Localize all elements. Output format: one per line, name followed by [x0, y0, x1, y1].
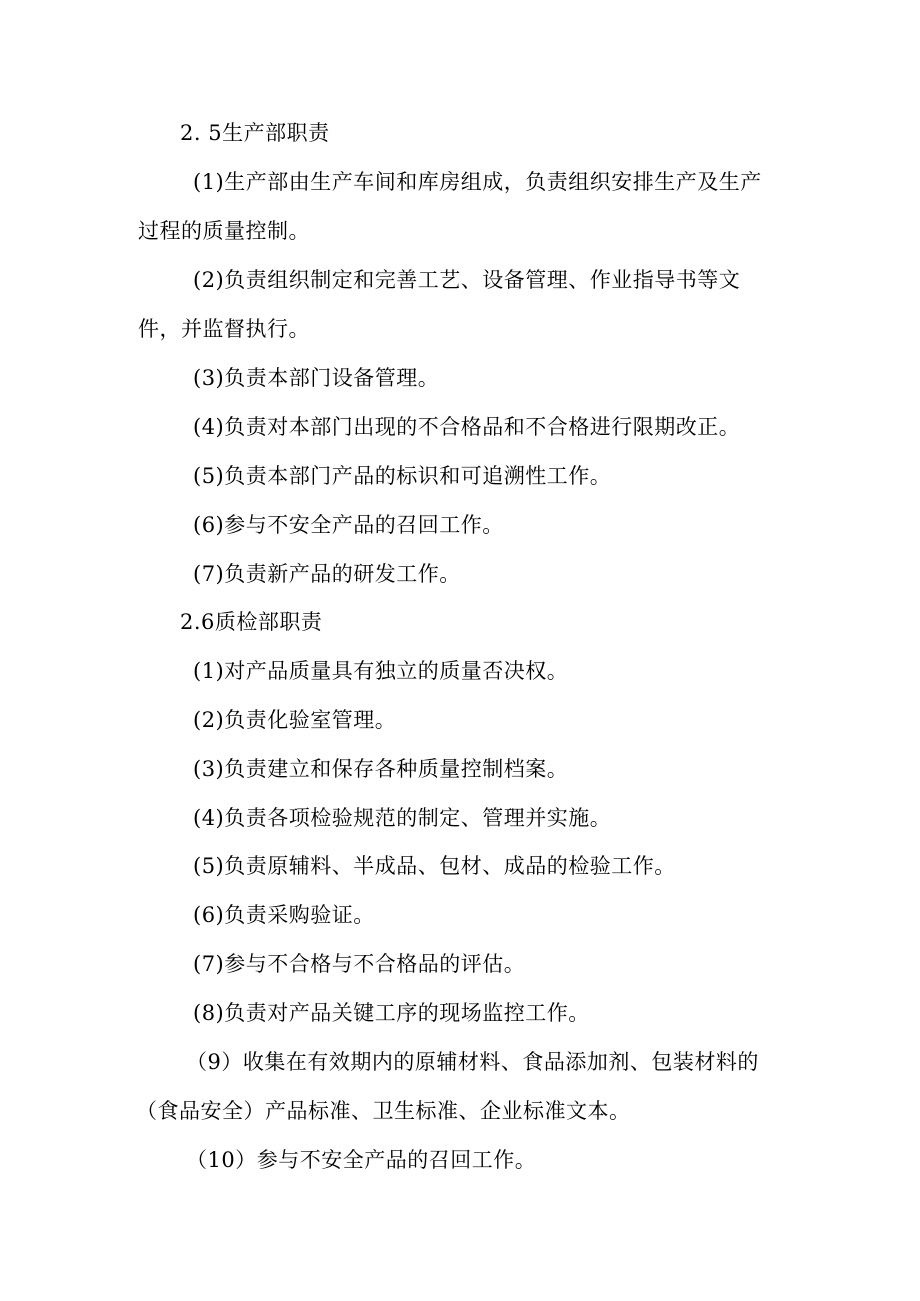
list-item-continuation: （食品安全）产品标准、卫生标准、企业标准文本。 [136, 1099, 631, 1123]
section-heading-2-6: 2.6质检部职责 [180, 610, 323, 634]
list-item: (5)负责本部门产品的标识和可追溯性工作。 [193, 464, 612, 488]
list-item: (4)负责各项检验规范的制定、管理并实施。 [193, 806, 612, 830]
list-item: (2)负责化验室管理。 [193, 708, 397, 732]
list-item: (8)负责对产品关键工序的现场监控工作。 [193, 1001, 590, 1025]
section-heading-2-5: 2. 5生产部职责 [180, 121, 330, 145]
list-item: (7)负责新产品的研发工作。 [193, 562, 461, 586]
list-item: (1)对产品质量具有独立的质量否决权。 [193, 659, 569, 683]
list-item: (6)参与不安全产品的召回工作。 [193, 513, 504, 537]
list-item: （10）参与不安全产品的召回工作。 [186, 1148, 537, 1172]
list-item: (1)生产部由生产车间和库房组成，负责组织安排生产及生产 [193, 170, 762, 194]
list-item: (7)参与不合格与不合格品的评估。 [193, 952, 526, 976]
list-item: (5)负责原辅料、半成品、包材、成品的检验工作。 [193, 854, 676, 878]
list-item: (2)负责组织制定和完善工艺、设备管理、作业指导书等文 [193, 268, 741, 292]
list-item: (3)负责建立和保存各种质量控制档案。 [193, 757, 569, 781]
list-item: (6)负责采购验证。 [193, 903, 375, 927]
list-item: （9）收集在有效期内的原辅材料、食品添加剂、包装材料的 [186, 1050, 759, 1074]
list-item: (3)负责本部门设备管理。 [193, 366, 440, 390]
list-item-continuation: 件，并监督执行。 [138, 317, 310, 341]
list-item: (4)负责对本部门出现的不合格品和不合格进行限期改正。 [193, 415, 741, 439]
list-item-continuation: 过程的质量控制。 [138, 219, 310, 243]
